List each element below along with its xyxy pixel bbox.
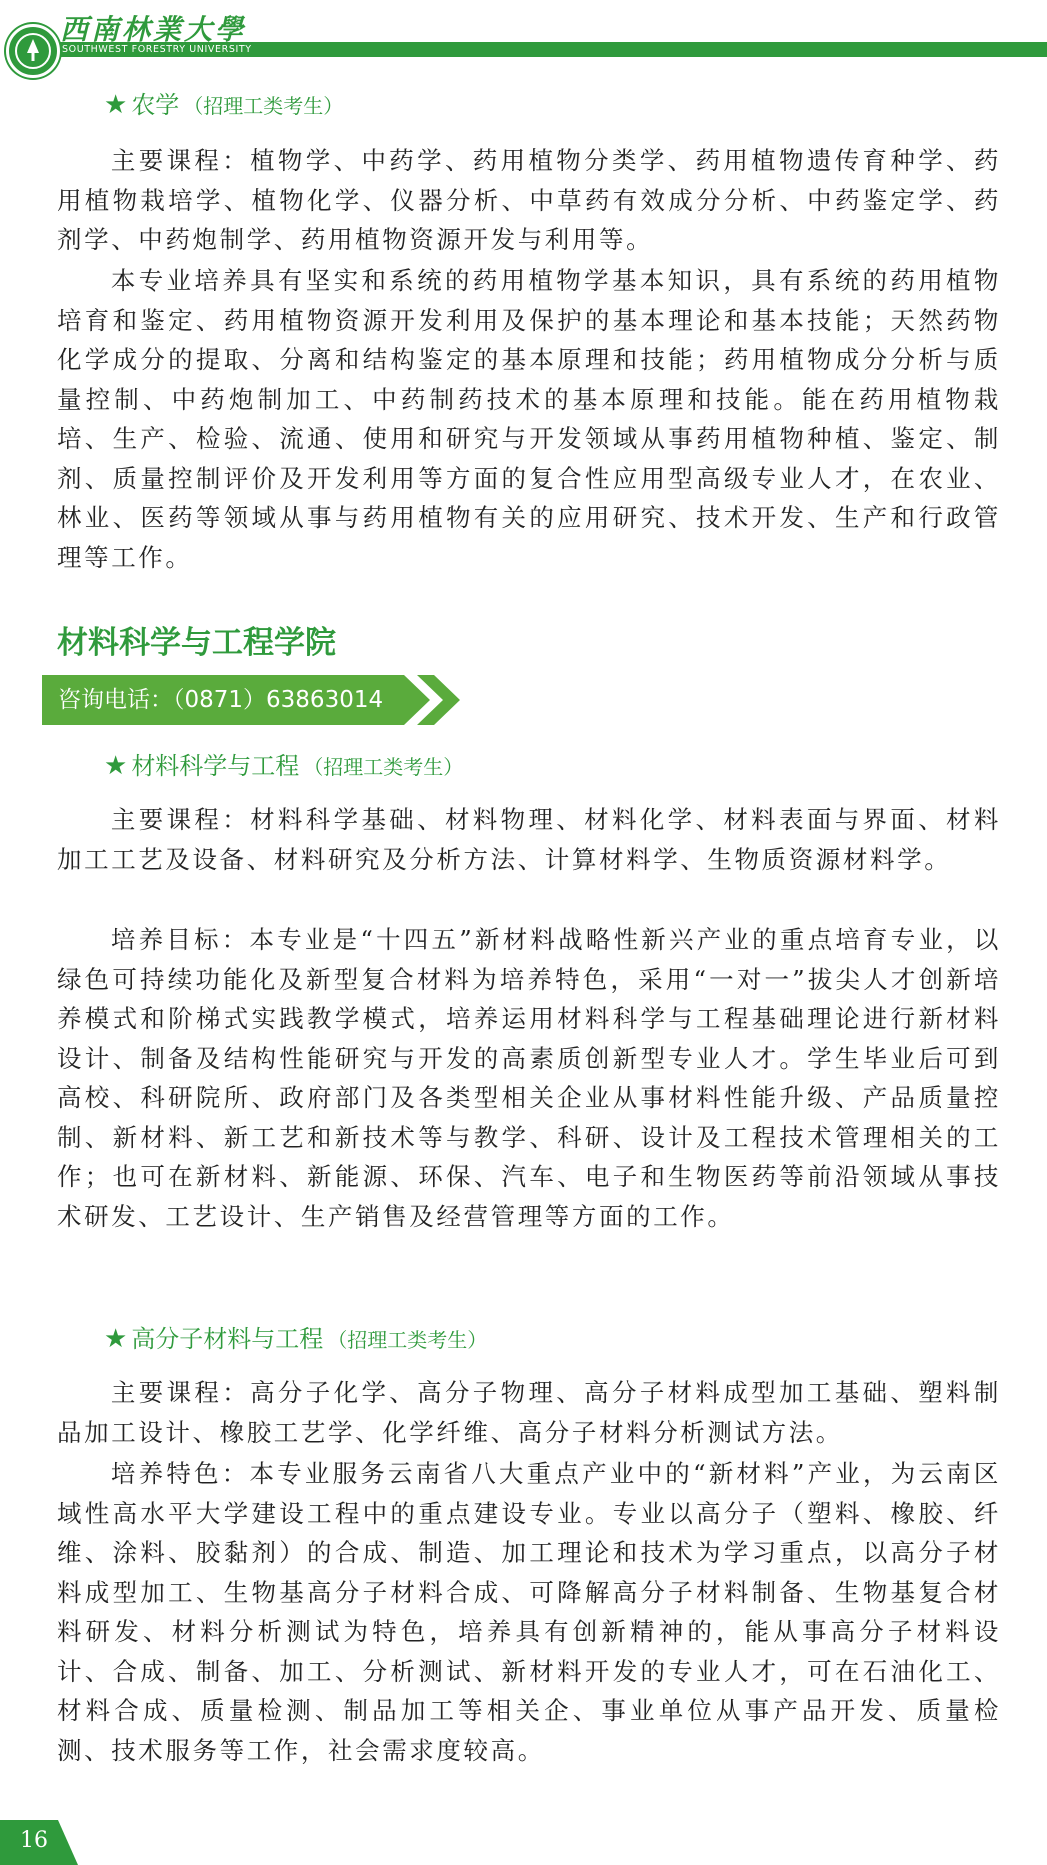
polymer-courses: 主要课程：高分子化学、高分子物理、高分子材料成型加工基础、塑料制品加工设计、橡胶工艺学、化学纤维、高分子材料分析测试方法。 bbox=[57, 1378, 1001, 1447]
materials-description: 培养目标：本专业是“十四五”新材料战略性新兴产业的重点培育专业，以绿色可持续功能化及新型复合材料为培养特色，采用“一对一”拔尖人才创新培养模式和阶梯式实践教学模式，培养运用材料科学与工程基础理论进行新材料设计、制备及结构性能研究与开发的高素质创新型专业人才。学生毕业后可到高校、科研院所、政府部门及各类型相关企业从事材料性能升级、产品质量控制、新材料、新工艺和新技术等与教学、科研、设计及工程技术管理相关的工作；也可在新材料、新能源、环保、汽车、电子和生物医药等前沿领域从事技术研发、工艺设计、生产销售及经营管理等方面的工作。 bbox=[57, 925, 1001, 1231]
university-name-cn: 西南林業大學 bbox=[60, 13, 247, 46]
star-icon: ★ bbox=[104, 751, 128, 781]
star-icon: ★ bbox=[104, 90, 128, 120]
university-name-en: SOUTHWEST FORESTRY UNIVERSITY bbox=[62, 44, 252, 55]
major-title-materials bbox=[104, 749, 463, 784]
major-title-agronomy bbox=[104, 88, 343, 123]
major-note: （招理工类考生） bbox=[327, 1328, 488, 1352]
page-number-tab bbox=[0, 1820, 80, 1865]
major-title-polymer bbox=[104, 1322, 487, 1357]
page-number: 16 bbox=[20, 1828, 48, 1853]
major-name: 高分子材料与工程 bbox=[131, 1325, 324, 1353]
college-title: 材料科学与工程学院 bbox=[57, 625, 336, 661]
major-note: （招理工类考生） bbox=[303, 755, 464, 779]
page-header bbox=[0, 0, 1047, 72]
materials-courses: 主要课程：材料科学基础、材料物理、材料化学、材料表面与界面、材料加工工艺及设备、材料研究及分析方法、计算材料学、生物质资源材料学。 bbox=[57, 805, 1001, 874]
star-icon: ★ bbox=[104, 1324, 128, 1354]
agronomy-description: 本专业培养具有坚实和系统的药用植物学基本知识，具有系统的药用植物培育和鉴定、药用植物资源开发利用及保护的基本理论和基本技能；天然药物化学成分的提取、分离和结构鉴定的基本原理和技能；药用植物成分分析与质量控制、中药炮制加工、中药制药技术的基本原理和技能。能在药用植物栽培、生产、检验、流通、使用和研究与开发领域从事药用植物种植、鉴定、制剂、质量控制评价及开发利用等方面的复合性应用型高级专业人才，在农业、林业、医药等领域从事与药用植物有关的应用研究、技术开发、生产和行政管理等工作。 bbox=[57, 266, 1001, 572]
major-name: 农学 bbox=[131, 91, 180, 119]
phone-number: 咨询电话：（0871）63863014 bbox=[58, 687, 384, 713]
major-name: 材料科学与工程 bbox=[131, 752, 300, 780]
phone-banner bbox=[42, 675, 462, 725]
agronomy-courses: 主要课程：植物学、中药学、药用植物分类学、药用植物遗传育种学、药用植物栽培学、植物化学、仪器分析、中草药有效成分分析、中药鉴定学、药剂学、中药炮制学、药用植物资源开发与利用等。 bbox=[57, 146, 1001, 254]
major-note: （招理工类考生） bbox=[183, 94, 344, 118]
polymer-description: 培养特色：本专业服务云南省八大重点产业中的“新材料”产业，为云南区域性高水平大学建设工程中的重点建设专业。专业以高分子（塑料、橡胶、纤维、涂料、胶黏剂）的合成、制造、加工理论和技术为学习重点，以高分子材料成型加工、生物基高分子材料合成、可降解高分子材料制备、生物基复合材料研发、材料分析测试为特色，培养具有创新精神的，能从事高分子材料设计、合成、制备、加工、分析测试、新材料开发的专业人才，可在石油化工、材料合成、质量检测、制品加工等相关企、事业单位从事产品开发、质量检测、技术服务等工作，社会需求度较高。 bbox=[57, 1459, 1001, 1765]
university-logo-icon bbox=[6, 24, 60, 78]
